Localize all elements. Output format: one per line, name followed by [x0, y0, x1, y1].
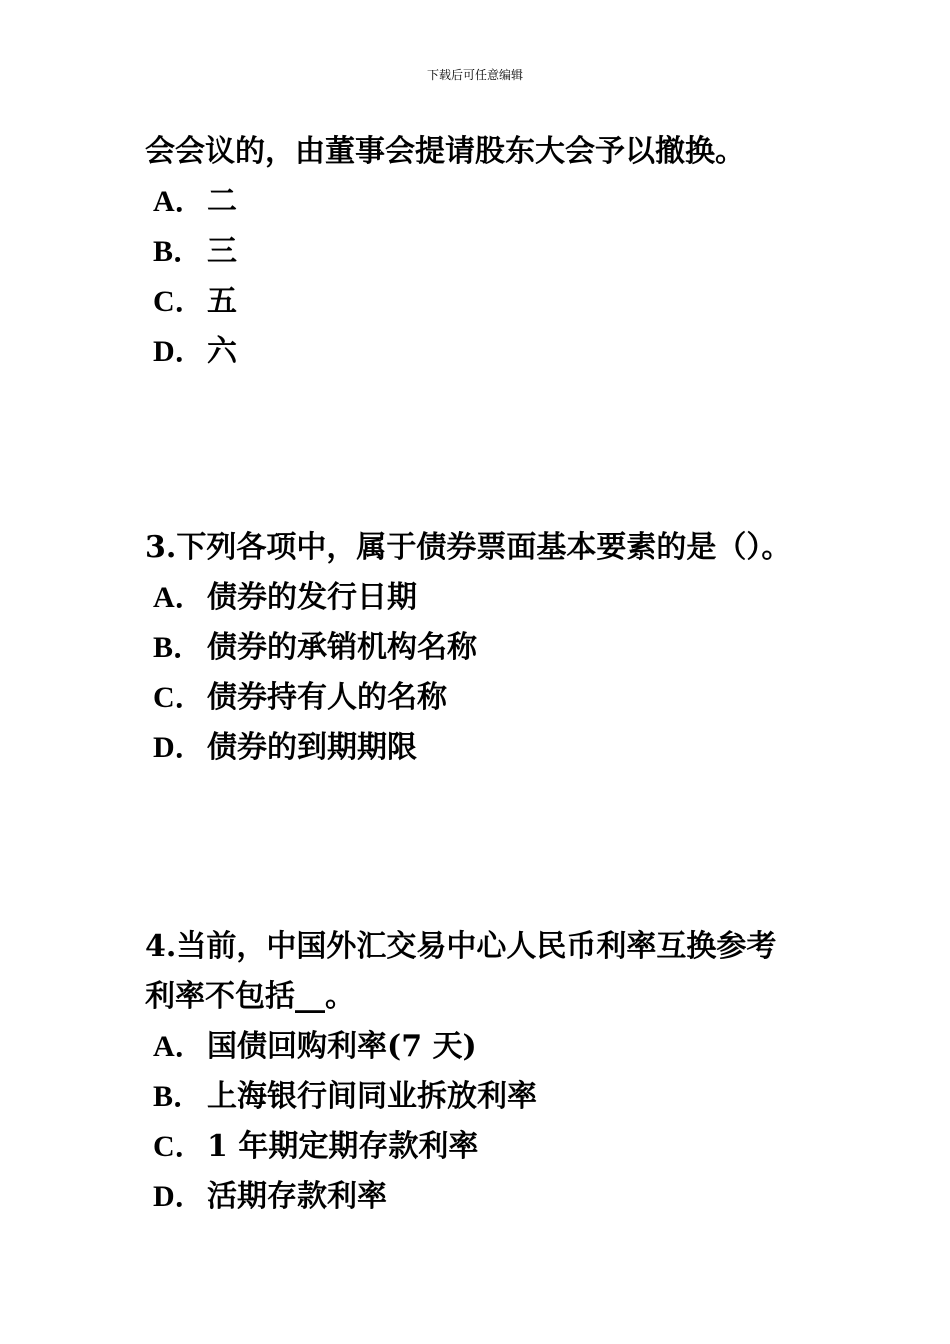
option-text: 国债回购利率(7 天) [207, 1029, 477, 1064]
option-text: 债券持有人的名称 [207, 680, 447, 715]
option-a [153, 177, 845, 227]
option-letter: D． [153, 335, 205, 368]
option-letter: A． [153, 185, 205, 218]
option-b [153, 1072, 845, 1122]
option-text: 活期存款利率 [207, 1179, 387, 1214]
option-text: 债券的发行日期 [207, 580, 417, 615]
option-text: 五 [207, 284, 237, 319]
page-header: 下载后可任意编辑 [426, 68, 523, 82]
question-4 [145, 922, 845, 1222]
option-letter: B． [153, 235, 204, 268]
option-letter: B． [153, 1080, 204, 1113]
option-text: 上海银行间同业拆放利率 [207, 1079, 537, 1114]
option-d [153, 723, 845, 773]
option-letter: C． [153, 1130, 205, 1163]
option-text: 债券的到期期限 [207, 730, 417, 765]
option-letter: C． [153, 681, 205, 714]
option-letter: D． [153, 1180, 205, 1213]
option-letter: D． [153, 731, 205, 764]
option-letter: C． [153, 285, 205, 318]
option-a [153, 573, 845, 623]
question-stem-line-1: 4.当前，中国外汇交易中心人民币利率互换参考 [145, 929, 777, 964]
option-b [153, 623, 845, 673]
option-letter: B． [153, 631, 204, 664]
option-text: 1 年期定期存款利率 [207, 1129, 479, 1164]
option-c [153, 1122, 845, 1172]
option-c [153, 673, 845, 723]
option-text: 三 [207, 234, 237, 269]
question-2-continuation [145, 127, 845, 377]
option-text: 债券的承销机构名称 [207, 630, 477, 665]
option-letter: A． [153, 1030, 205, 1063]
option-letter: A． [153, 581, 205, 614]
option-text: 二 [207, 184, 237, 219]
option-b [153, 227, 845, 277]
option-a [153, 1022, 845, 1072]
option-d [153, 1172, 845, 1222]
question-stem-line-2: 利率不包括__。 [145, 979, 355, 1014]
option-d [153, 327, 845, 377]
question-3 [145, 523, 845, 773]
option-text: 六 [207, 334, 237, 369]
option-c [153, 277, 845, 327]
question-stem: 会会议的，由董事会提请股东大会予以撤换。 [145, 134, 745, 169]
question-stem: 3.下列各项中，属于债券票面基本要素的是（）。 [145, 530, 792, 565]
